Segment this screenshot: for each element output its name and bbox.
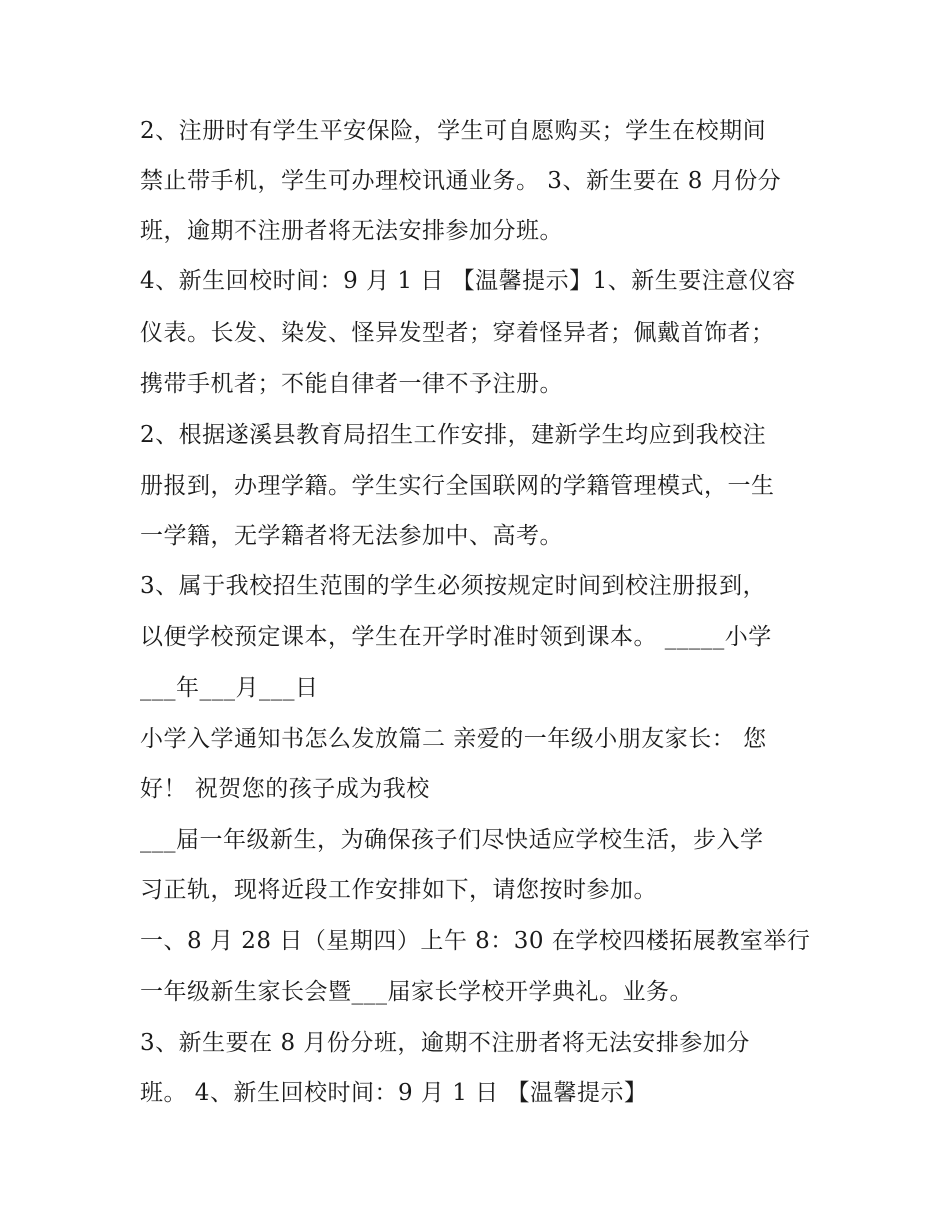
text-line-20: 班。 4、新生回校时间：9 月 1 日 【温馨提示】 (140, 1080, 648, 1106)
text-line-11: 以便学校预定课本，学生在开学时准时领到课本。 _____小学 (140, 624, 772, 650)
text-line-10: 3、属于我校招生范围的学生必须按规定时间到校注册报到， (140, 573, 767, 599)
text-line-7: 2、根据遂溪县教育局招生工作安排，建新学生均应到我校注 (140, 422, 767, 448)
text-line-2: 禁止带手机，学生可办理校讯通业务。 3、新生要在 8 月份分 (140, 168, 782, 194)
text-line-9: 一学籍，无学籍者将无法参加中、高考。 (140, 523, 563, 549)
text-line-16: 习正轨，现将近段工作安排如下，请您按时参加。 (140, 877, 657, 903)
text-line-13: 小学入学通知书怎么发放篇二 亲爱的一年级小朋友家长： 您 (140, 726, 767, 752)
text-line-14: 好！ 祝贺您的孩子成为我校 (140, 776, 430, 802)
text-line-6: 携带手机者；不能自律者一律不予注册。 (140, 371, 563, 397)
text-line-5: 仪表。长发、染发、怪异发型者；穿着怪异者；佩戴首饰者； (140, 320, 775, 346)
text-line-12: ___年___月___日 (140, 675, 319, 701)
text-line-15: ___届一年级新生，为确保孩子们尽快适应学校生活，步入学 (140, 827, 764, 853)
text-line-18: 一年级新生家长会暨___届家长学校开学典礼。业务。 (140, 979, 693, 1005)
text-line-17: 一、8 月 28 日（星期四）上午 8：30 在学校四楼拓展教室举行 (140, 928, 811, 954)
text-line-19: 3、新生要在 8 月份分班，逾期不注册者将无法安排参加分 (140, 1030, 750, 1056)
text-line-8: 册报到，办理学籍。学生实行全国联网的学籍管理模式，一生 (140, 473, 775, 499)
text-line-4: 4、新生回校时间：9 月 1 日 【温馨提示】1、新生要注意仪容 (140, 268, 796, 294)
text-line-1: 2、注册时有学生平安保险，学生可自愿购买；学生在校期间 (140, 118, 767, 144)
text-line-3: 班，逾期不注册者将无法安排参加分班。 (140, 218, 563, 244)
